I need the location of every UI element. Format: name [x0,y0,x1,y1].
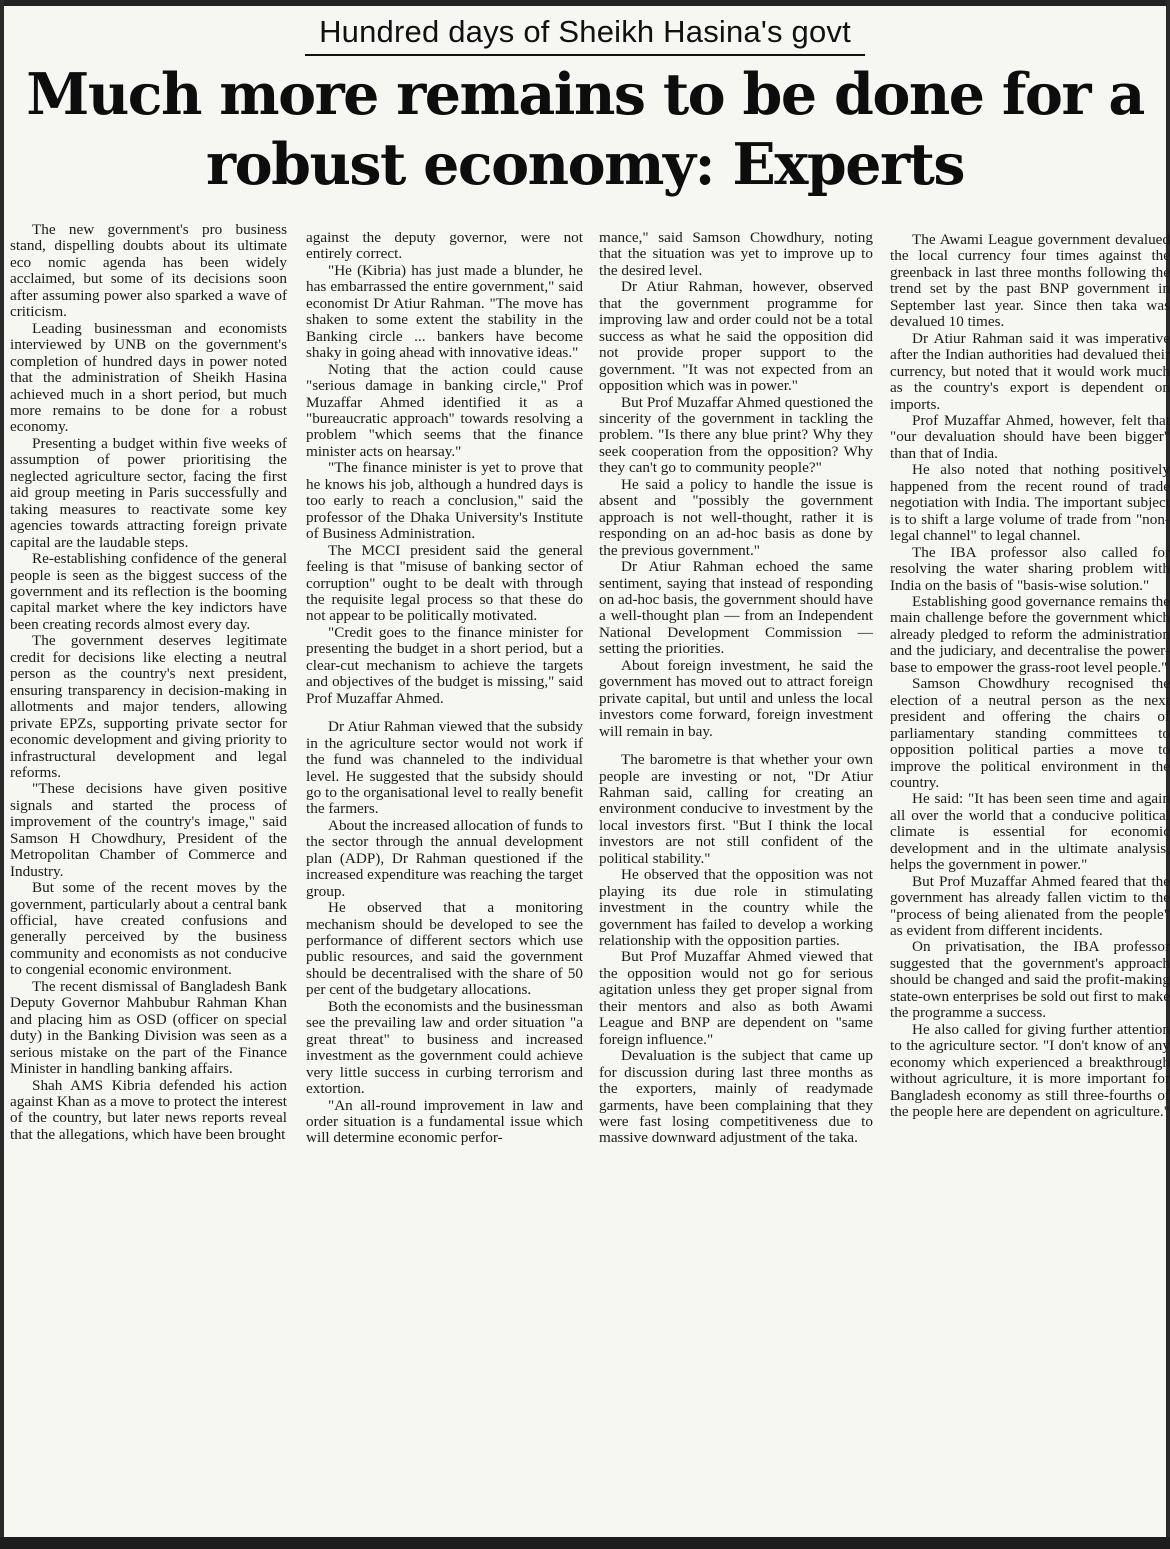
paragraph: He said: "It has been seen time and again all over the world that a conducive political climate is essential for economic development and in the ultimate analysis, helps the government in power." [890,790,1170,874]
paragraph: The recent dismissal of Bangladesh Bank Deputy Governor Mahbubur Rahman Khan and placing him as OSD (officer on special duty) in the Banking Division was seen as a serious mistake on the part of the Finance Minister in handling banking affairs. [10,977,287,1078]
paragraph: against the deputy governor, were not entirely correct. [306,229,583,263]
paragraph: But Prof Muzaffar Ahmed feared that the government has already fallen victim to the "process of being alienated from the people" as evident from different incidents. [890,872,1170,940]
paragraph: "An all-round improvement in law and order situation is a fundamental issue which will determine economic perfor- [306,1096,583,1147]
paragraph: Dr Atiur Rahman echoed the same sentiment, saying that instead of responding on ad-hoc basis, the government should have a well-thought plan — from an Independent National Development Commission — setting the priorities. [599,558,873,658]
scan-border-top [0,0,1170,6]
paragraph: About the increased allocation of funds to the sector through the annual development plan (ADP), Dr Rahman questioned if the increased expenditure was reaching the target group. [306,816,583,900]
kicker-container [0,12,1170,56]
column-2 [306,230,583,1147]
column-1 [10,222,287,1143]
paragraph: On privatisation, the IBA professor suggested that the government's approach should be changed and said the profit-making state-own enterprises be sold out first to make the programme a success. [890,938,1170,1022]
paragraph: Samson Chowdhury recognised the election of a neutral person as the next president and offering the chairs of parliamentary standing committees to opposition political parties a move to improve the political environment in the country. [890,675,1170,791]
paragraph: Shah AMS Kibria defended his action against Khan as a move to protect the interest of the country, but later news reports reveal that the allegations, which have been brought [10,1076,287,1143]
paragraph: About foreign investment, he said the government has moved out to attract foreign private capital, but until and unless the local investors come forward, foreign investment will remain in bay. [599,656,873,740]
paragraph: He observed that a monitoring mechanism should be developed to see the performance of different sectors which use public resources, and said the government should be decentralised with the share of 50 per cent of the budgetary allocations. [306,899,583,999]
paragraph: Both the economists and the businessman see the prevailing law and order situation "a great threat" to business and increased investment as the government could achieve very little success in curbing terrorism and extortion. [306,997,583,1098]
column-3 [599,230,873,1147]
paragraph: But some of the recent moves by the government, particularly about a central bank official, have created confusions and generally perceived by the business community and economists as not conducive to congenial economic environment. [10,879,287,979]
paragraph: "These decisions have given positive signals and started the process of improvement of the country's image," said Samson H Chowdhury, President of the Metropolitan Chamber of Commerce and Industry. [10,780,287,880]
paragraph: But Prof Muzaffar Ahmed questioned the sincerity of the government in tackling the problem. "Is there any blue print? Why they seek cooperation from the opposition? Why they can't go to community people?" [599,393,873,477]
paragraph: The Awami League government devalued the local currency four times against the greenback in last three months following the trend set by the past BNP government in September last year. Since then taka was devalued 10 times. [890,231,1170,331]
kicker: Hundred days of Sheikh Hasina's govt [305,12,865,56]
paragraph: But Prof Muzaffar Ahmed viewed that the opposition would not go for serious agitation unless they get proper signal from their mentors and also as both Awami League and BNP are dependent on "same foreign influence." [599,948,873,1048]
scan-border-bottom [0,1537,1170,1549]
paragraph: The government deserves legitimate credit for decisions like electing a neutral person as the country's next president, ensuring transparency in decision-making in allotments and major tenders, allowing private EPZs, supporting private sector for economic development and giving priority to infrastructural development and legal reforms. [10,632,287,781]
paragraph: "He (Kibria) has just made a blunder, he has embarrassed the entire government," said economist Dr Atiur Rahman. "The move has shaken to some extent the stability in the Banking circle ... bankers have become shaky in going ahead with innovative ideas." [306,261,583,362]
paragraph: He said a policy to handle the issue is absent and "possibly the government approach is not well-thought, rather it is responding on an ad-hoc basis as done by the previous government." [599,475,873,559]
paragraph: Dr Atiur Rahman viewed that the subsidy in the agriculture sector would not work if the fund was channeled to the individual level. He suggested that the subsidy should go to the organisational level to really benefit the farmers. [306,718,583,818]
paragraph: He observed that the opposition was not playing its due role in stimulating investment in the country while the government has failed to develop a working relationship with the opposition parties. [599,866,873,950]
paragraph: Leading businessman and economists interviewed by UNB on the government's completion of hundred days in power noted that the administration of Sheikh Hasina achieved much in a short period, but much more remains to be done for a robust economy. [10,319,287,436]
paragraph: Dr Atiur Rahman said it was imperative after the Indian authorities had devalued their currency, but noted that it would work much as the country's export is dependent on imports. [890,329,1170,413]
headline: Much more remains to be done for a robust economy: Experts [26,61,1144,198]
paragraph: The MCCI president said the general feeling is that "misuse of banking sector of corruption" ought to be dealt with through the requisite legal process so that these do not appear to be politically motivated. [306,541,583,625]
column-4 [890,232,1170,1120]
paragraph: Noting that the action could cause "serious damage in banking circle," Prof Muzaffar Ahmed identified it as a "bureaucratic approach" towards resolving a problem "which seems that the finance minister acts on hearsay." [306,360,583,460]
paragraph: The barometre is that whether your own people are investing or not, "Dr Atiur Rahman said, calling for creating an environment conducive to investment by the local investors first. "But I think the local investors are not still confident of the political stability." [599,751,873,867]
paragraph: He also called for giving further attention to the agriculture sector. "I don't know of any economy which experienced a breakthrough without agriculture, it is more important for Bangladesh economy as still three-fourths of the people here are dependent on agriculture." [890,1020,1170,1121]
scan-border-left [0,0,4,1549]
paragraph: The IBA professor also called for resolving the water sharing problem with India on the basis of "basis-wise solution." [890,543,1170,594]
paragraph: Dr Atiur Rahman, however, observed that the government programme for improving law and order could not be a total success as what he said the opposition did not provide proper support to the government. "It was not expected from an opposition which was in power." [599,278,873,395]
paragraph: "The finance minister is yet to prove that he knows his job, although a hundred days is too early to reach a conclusion," said the professor of the Dhaka University's Institute of Business Administration. [306,459,583,543]
paragraph: Re-establishing confidence of the general people is seen as the biggest success of the government and its reflection is the booming capital market where the key indictors have been creating records almost every day. [10,550,287,633]
paragraph: mance," said Samson Chowdhury, noting that the situation was yet to improve up to the desired level. [599,229,873,279]
paragraph: Prof Muzaffar Ahmed, however, felt that "our devaluation should have been bigger" than that of India. [890,411,1170,462]
paragraph: Presenting a budget within five weeks of assumption of power prioritising the neglected agriculture sector, facing the first aid group meeting in Paris successfully and taking measures to reactivate some key agencies towards attracting foreign private capital are the laudable steps. [10,434,287,551]
paragraph: Establishing good governance remains the main challenge before the government which already pledged to reform the administration and the judiciary, and decentralise the power-base to empower the grass-root level people." [890,592,1170,676]
paragraph: "Credit goes to the finance minister for presenting the budget in a short period, but a clear-cut mechanism to achieve the targets and objectives of the budget is missing," said Prof Muzaffar Ahmed. [306,623,583,707]
paragraph: Devaluation is the subject that came up for discussion during last three months as the exporters, mainly of readymade garments, have been complaining that they were fast losing competitiveness due to massive downward adjustment of the taka. [599,1047,873,1147]
paragraph: The new government's pro business stand, dispelling doubts about its ultimate eco nomic agenda has been widely acclaimed, but some of its decisions soon after assuming power also sparked a wave of criticism. [10,221,287,321]
paragraph: He also noted that nothing positively happened from the recent round of trade negotiation with India. The important subject is to shift a large volume of trade from "non-legal channel" to legal channel. [890,461,1170,545]
